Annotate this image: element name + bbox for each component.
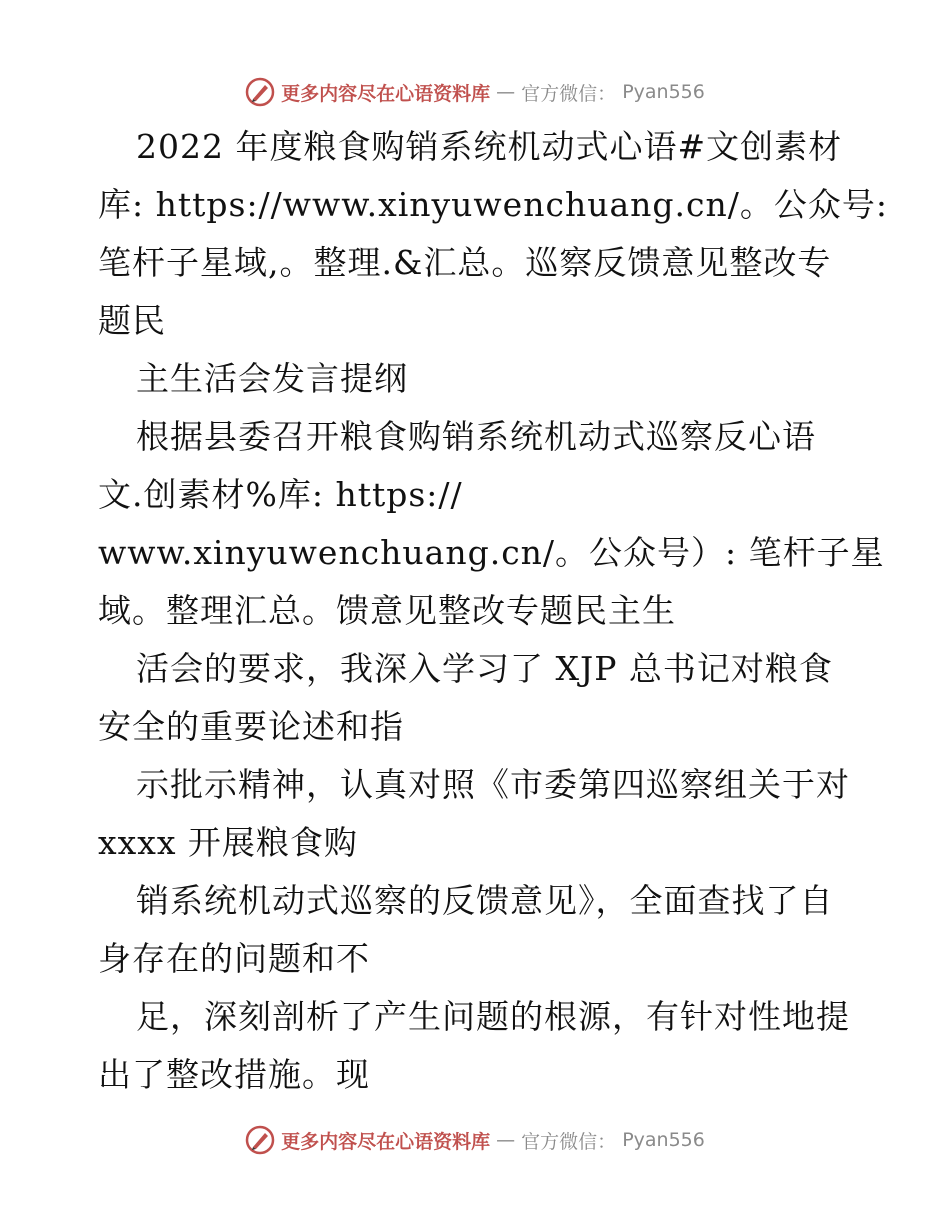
text-line: 销系统机动式巡察的反馈意见》，全面查找了自 [136, 881, 834, 920]
watermark-red-text: 更多内容尽在心语资料库 [281, 1130, 491, 1153]
watermark-gray-text: 官方微信： [521, 82, 617, 105]
watermark-id: Pyan556 [622, 81, 705, 103]
text-line: 活会的要求，我深入学习了 XJP 总书记对粮食 [136, 649, 833, 688]
watermark-red-text: 更多内容尽在心语资料库 [281, 82, 491, 105]
text-line: 足，深刻剖析了产生问题的根源，有针对性地提 [136, 997, 850, 1036]
text-line: 域。整理汇总。馈意见整改专题民主生 [98, 591, 676, 630]
header-watermark [0, 72, 950, 112]
text-line: 根据县委召开粮食购销系统机动式巡察反心语 [136, 417, 816, 456]
text-line: 题民 [98, 301, 166, 340]
pen-logo-icon [245, 77, 275, 107]
text-line: 2022 年度粮食购销系统机动式心语#文创素材 [136, 127, 843, 166]
text-line: www.xinyuwenchuang.cn/。公众号）: 笔杆子星 [98, 533, 885, 572]
text-line: 安全的重要论述和指 [98, 707, 404, 746]
text-line: 示批示精神，认真对照《市委第四巡察组关于对 [136, 765, 850, 804]
watermark-id: Pyan556 [622, 1129, 705, 1151]
text-line: 主生活会发言提纲 [136, 359, 408, 398]
pen-logo-icon [245, 1125, 275, 1155]
document-body [98, 118, 888, 1104]
text-line: 笔杆子星域,。整理.&汇总。巡察反馈意见整改专 [98, 243, 832, 282]
watermark-separator: — [496, 1129, 516, 1151]
watermark-gray-text: 官方微信： [521, 1130, 617, 1153]
text-line: xxxx 开展粮食购 [98, 823, 358, 862]
watermark-separator: — [496, 81, 516, 103]
text-line: 库: https://www.xinyuwenchuang.cn/。公众号: [98, 185, 888, 224]
text-line: 身存在的问题和不 [98, 939, 370, 978]
footer-watermark [0, 1120, 950, 1160]
text-line: 出了整改措施。现 [98, 1055, 370, 1094]
text-line: 文.创素材%库: https:// [98, 475, 463, 514]
